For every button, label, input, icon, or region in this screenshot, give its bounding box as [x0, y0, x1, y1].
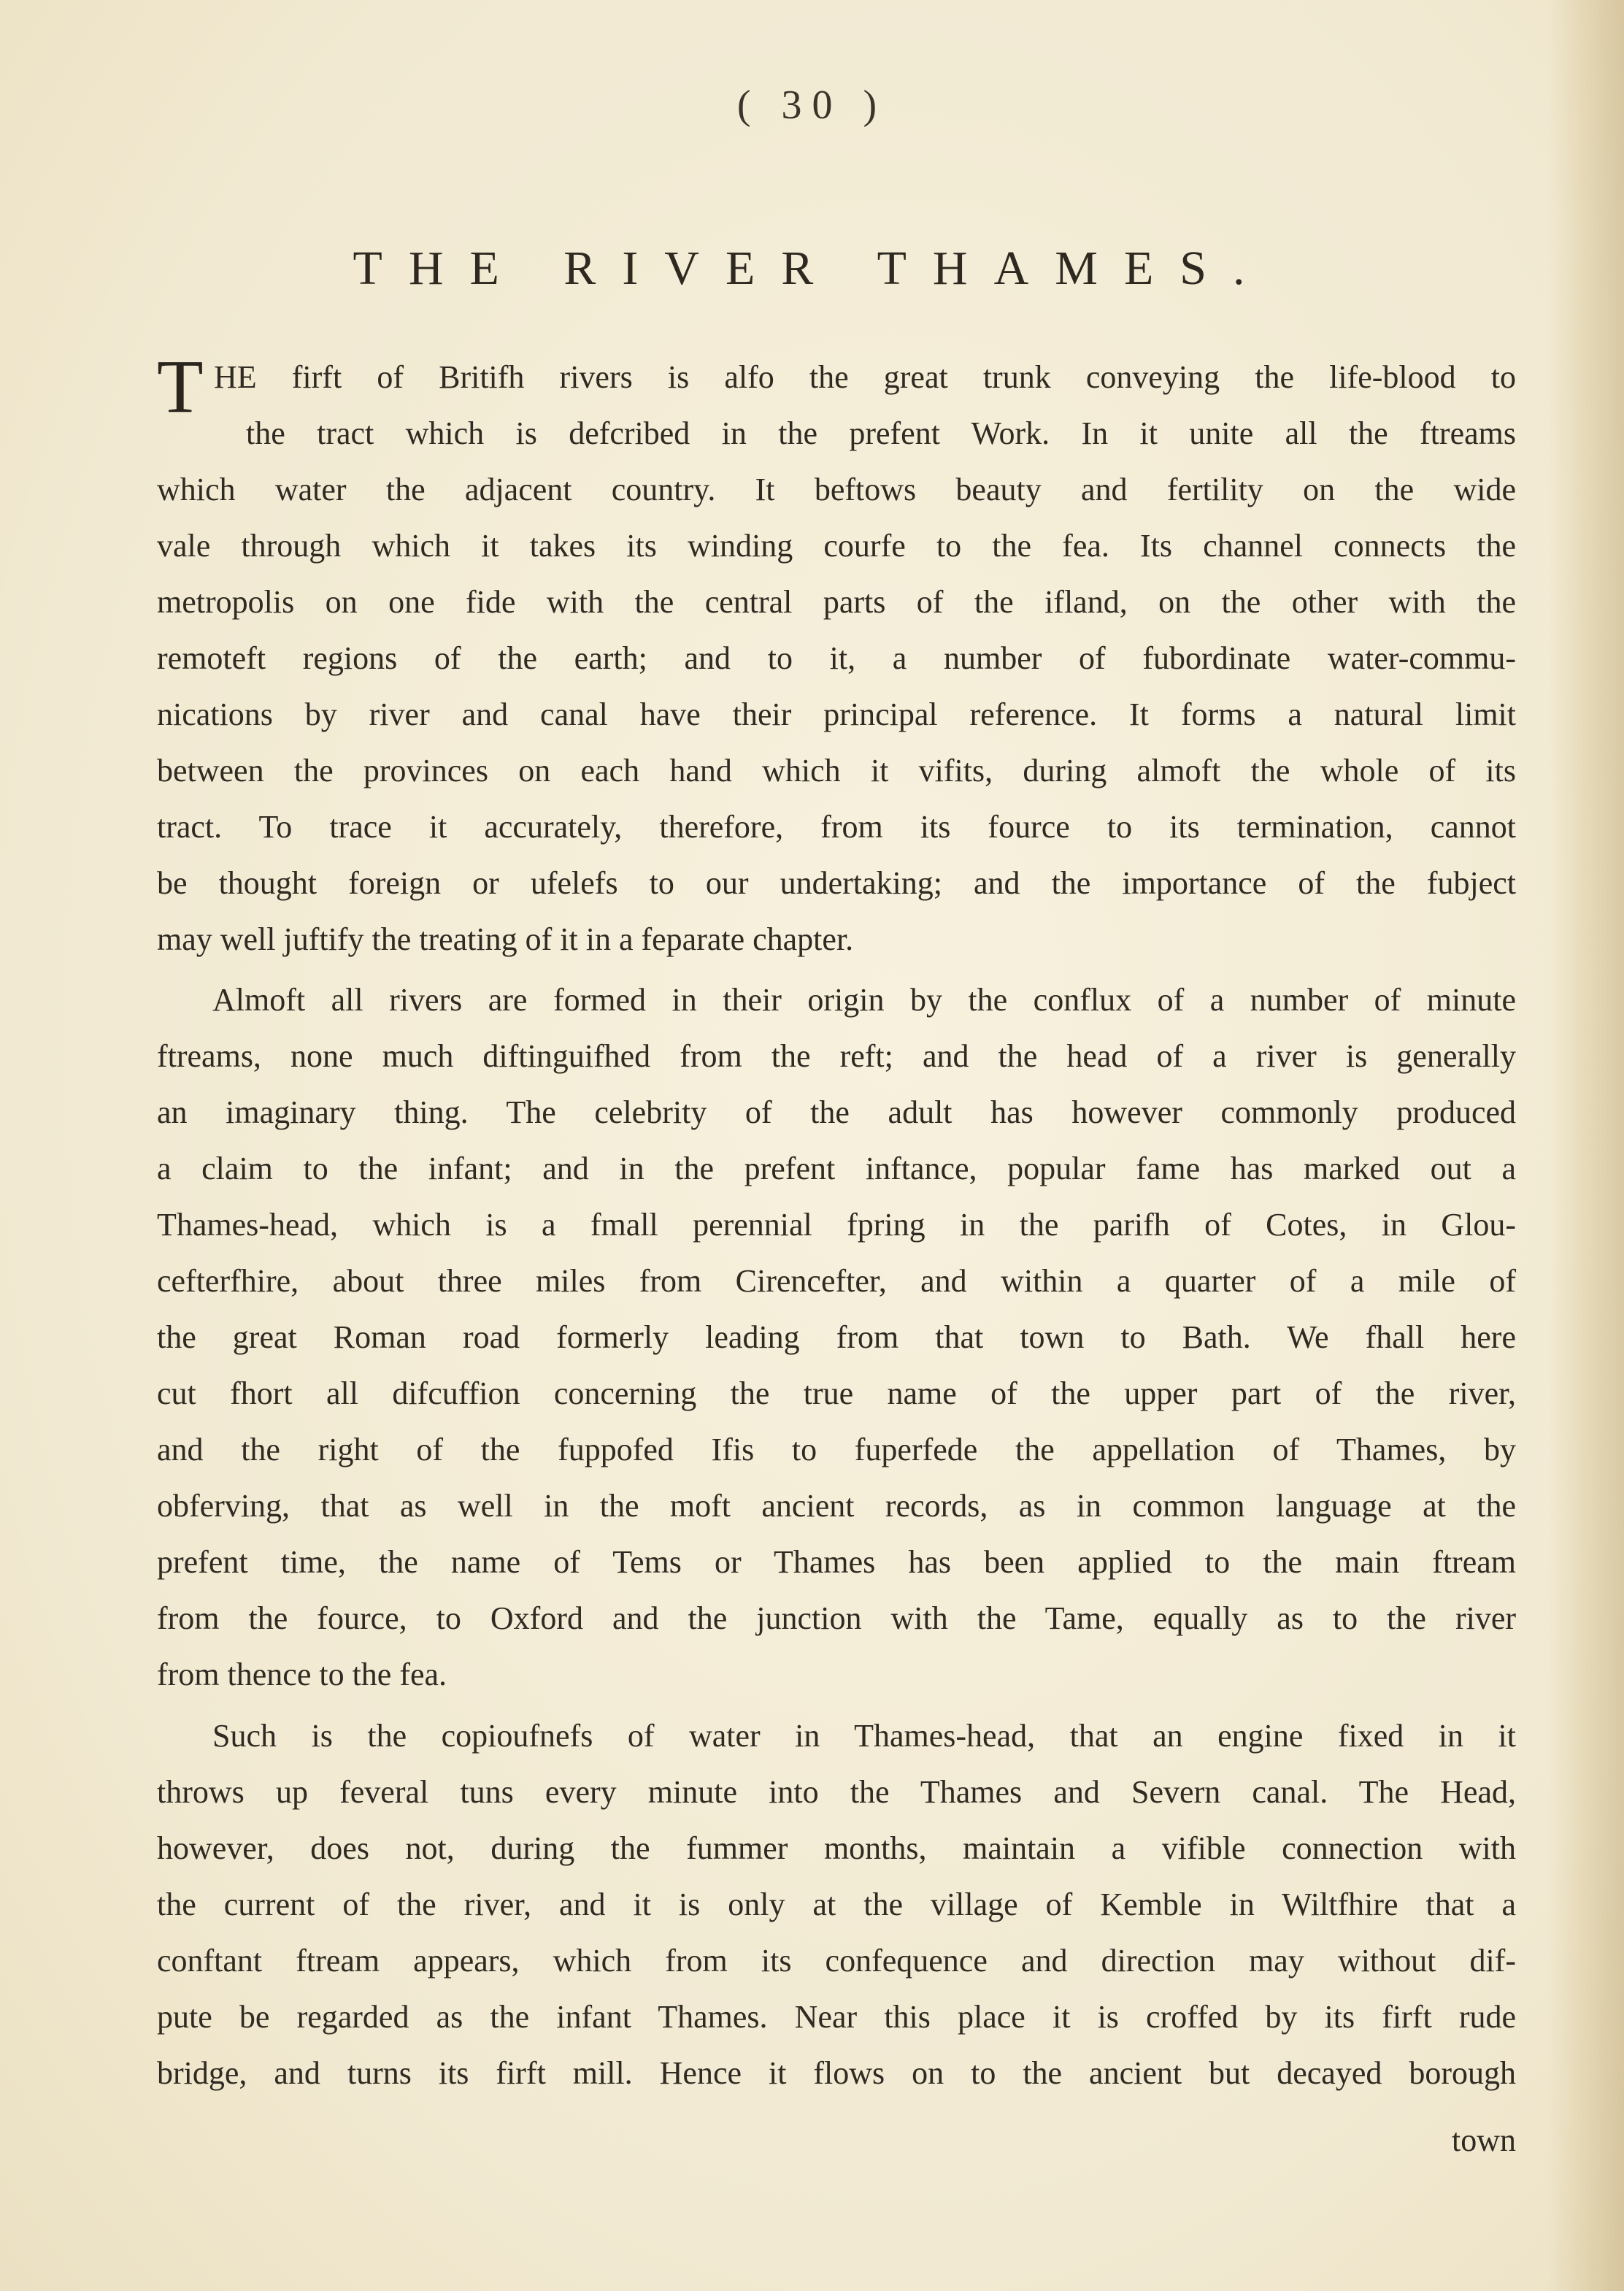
text-line: tract. To trace it accurately, therefore, from its fource to its termination, cannot	[157, 809, 1516, 845]
text-line: ftreams, none much diftinguifhed from the reft; and the head of a river is generally	[157, 1038, 1516, 1074]
page-number: ( 30 )	[736, 82, 888, 128]
text-line: remoteft regions of the earth; and to it, a number of fubordinate water-commu-	[157, 640, 1516, 676]
text-line: a claim to the infant; and in the prefent inftance, popular fame has marked out a	[157, 1151, 1516, 1186]
text-line: however, does not, during the fummer months, maintain a vifible connection with	[157, 1830, 1516, 1866]
text-line: between the provinces on each hand which it vifits, during almoft the whole of its	[157, 753, 1516, 788]
text-line: the tract which is defcribed in the prefent Work. In it unite all the ftreams	[246, 415, 1516, 451]
text-line: from thence to the fea.	[157, 1657, 447, 1692]
text-line: pute be regarded as the infant Thames. Near this place it is croffed by its firft rude	[157, 1999, 1516, 2035]
text-line: which water the adjacent country. It beftows beauty and fertility on the wide	[157, 472, 1516, 507]
text-line: may well juftify the treating of it in a feparate chapter.	[157, 921, 854, 957]
drop-cap: T	[157, 345, 204, 429]
text-line: from the fource, to Oxford and the junction with the Tame, equally as to the river	[157, 1600, 1516, 1636]
text-line: obferving, that as well in the moft ancient records, as in common language at the	[157, 1488, 1516, 1524]
text-line: Thames-head, which is a fmall perennial fpring in the parifh of Cotes, in Glou-	[157, 1207, 1516, 1243]
text-line: be thought foreign or ufelefs to our undertaking; and the importance of the fubject	[157, 865, 1516, 901]
text-line: nications by river and canal have their principal reference. It forms a natural limit	[157, 696, 1516, 732]
text-line: vale through which it takes its winding courfe to the fea. Its channel connects the	[157, 528, 1516, 564]
text-line-first: HE firft of Britifh rivers is alfo the great trunk conveying the life-blood to	[214, 359, 1516, 395]
text-line: Almoft all rivers are formed in their origin by the conflux of a number of minute	[212, 982, 1516, 1018]
text-line: bridge, and turns its firft mill. Hence it flows on to the ancient but decayed borough	[157, 2055, 1516, 2091]
catchword: town	[1452, 2122, 1516, 2158]
text-line: the great Roman road formerly leading from that town to Bath. We fhall here	[157, 1319, 1516, 1355]
text-line: throws up feveral tuns every minute into the Thames and Severn canal. The Head,	[157, 1774, 1516, 1810]
text-line: Such is the copioufnefs of water in Thames-head, that an engine fixed in it	[212, 1718, 1516, 1754]
text-line: the current of the river, and it is only at the village of Kemble in Wiltfhire that a	[157, 1887, 1516, 1922]
text-line: cut fhort all difcuffion concerning the true name of the upper part of the river,	[157, 1375, 1516, 1411]
text-line: and the right of the fuppofed Ifis to fuperfede the appellation of Thames, by	[157, 1432, 1516, 1467]
chapter-title: THE RIVER THAMES.	[353, 242, 1271, 295]
text-line: metropolis on one fide with the central parts of the ifland, on the other with the	[157, 584, 1516, 620]
text-line: an imaginary thing. The celebrity of the adult has however commonly produced	[157, 1094, 1516, 1130]
text-line: conftant ftream appears, which from its confequence and direction may without dif-	[157, 1943, 1516, 1979]
text-line: cefterfhire, about three miles from Cirencefter, and within a quarter of a mile of	[157, 1263, 1516, 1299]
text-line: prefent time, the name of Tems or Thames has been applied to the main ftream	[157, 1544, 1516, 1580]
